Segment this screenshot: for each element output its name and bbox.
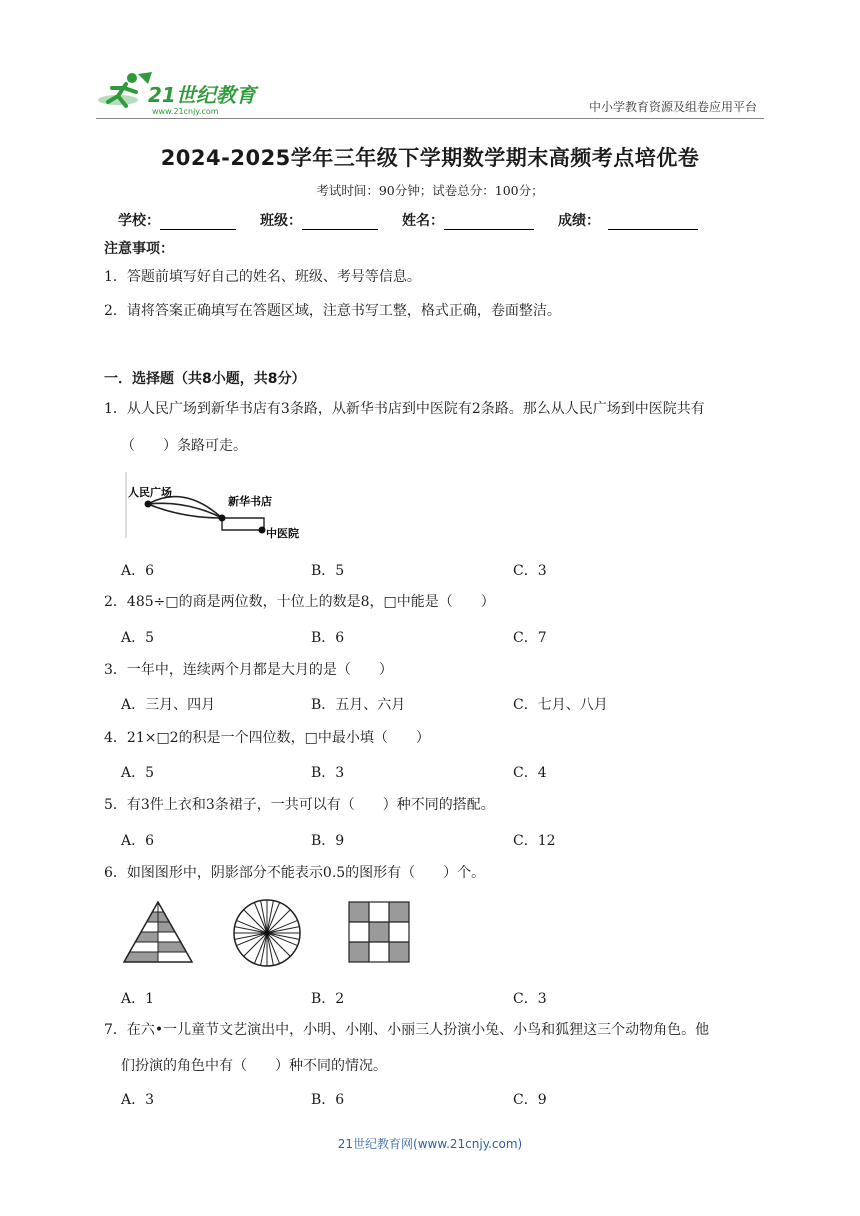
option-b[interactable]: B．9: [311, 833, 345, 849]
header-divider: [96, 118, 764, 119]
score-blank[interactable]: [608, 213, 698, 230]
option-b[interactable]: B．5: [311, 563, 345, 579]
logo: [96, 70, 266, 116]
triangle-figure: [122, 900, 194, 964]
option-a[interactable]: A．三月、四月: [121, 697, 216, 713]
name-blank[interactable]: [444, 213, 534, 230]
option-b[interactable]: B．五月、六月: [311, 697, 406, 713]
option-a[interactable]: A．1: [121, 991, 155, 1007]
notice-item: 1．答题前填写好自己的姓名、班级、考号等信息。: [104, 269, 421, 285]
student-info-row: [118, 210, 722, 230]
option-a[interactable]: A．6: [121, 833, 155, 849]
question-1-cont: （ ）条路可走。: [121, 438, 247, 454]
label-square: 人民广场: [128, 486, 172, 499]
option-c[interactable]: C．3: [513, 991, 547, 1007]
circle-figure: [232, 898, 302, 968]
logo-text: 21世纪教育: [148, 83, 256, 107]
question-7-cont: 们扮演的角色中有（ ）种不同的情况。: [121, 1058, 387, 1074]
school-label: 学校：: [118, 213, 160, 229]
option-a[interactable]: A．3: [121, 1092, 155, 1108]
name-label: 姓名：: [402, 213, 444, 229]
label-bookstore: 新华书店: [228, 495, 272, 508]
question-3: 3．一年中，连续两个月都是大月的是（ ）: [104, 662, 393, 678]
option-b[interactable]: B．2: [311, 991, 345, 1007]
question-7: 7．在六•一儿童节文艺演出中，小明、小刚、小丽三人扮演小兔、小鸟和狐狸这三个动物角色。他: [104, 1022, 710, 1038]
question-6: 6．如图图形中，阴影部分不能表示0.5的图形有（ ）个。: [104, 865, 486, 881]
option-b[interactable]: B．6: [311, 1092, 345, 1108]
question-4: 4．21×□2的积是一个四位数，□中最小填（ ）: [104, 730, 430, 746]
grid-figure: [347, 900, 411, 964]
option-a[interactable]: A．5: [121, 765, 155, 781]
option-c[interactable]: C．3: [513, 563, 547, 579]
exam-info: 考试时间：90分钟；试卷总分：100分；: [316, 183, 544, 198]
question-2: 2．485÷□的商是两位数，十位上的数是8，□中能是（ ）: [104, 594, 495, 610]
question-1: 1．从人民广场到新华书店有3条路，从新华书店到中医院有2条路。那么从人民广场到中医院共有: [104, 401, 705, 417]
option-b[interactable]: B．6: [311, 630, 345, 646]
page-title: 2024-2025学年三年级下学期数学期末高频考点培优卷: [160, 146, 700, 170]
score-label: 成绩：: [558, 213, 600, 229]
section-heading: 一．选择题（共8小题，共8分）: [104, 371, 306, 387]
option-c[interactable]: C．9: [513, 1092, 547, 1108]
notice-title: 注意事项：: [104, 241, 174, 257]
school-blank[interactable]: [160, 213, 236, 230]
option-c[interactable]: C．4: [513, 765, 547, 781]
option-c[interactable]: C．12: [513, 833, 556, 849]
option-c[interactable]: C．7: [513, 630, 547, 646]
notice-item: 2．请将答案正确填写在答题区域，注意书写工整，格式正确，卷面整洁。: [104, 303, 561, 319]
footer-link[interactable]: 21世纪教育网(www.21cnjy.com): [337, 1137, 523, 1151]
label-hospital: 中医院: [266, 527, 299, 540]
question-5: 5．有3件上衣和3条裙子，一共可以有（ ）种不同的搭配。: [104, 797, 495, 813]
class-blank[interactable]: [302, 213, 378, 230]
option-a[interactable]: A．6: [121, 563, 155, 579]
class-label: 班级：: [260, 213, 302, 229]
runner-icon: [98, 72, 152, 106]
platform-name: 中小学教育资源及组卷应用平台: [588, 100, 757, 114]
option-a[interactable]: A．5: [121, 630, 155, 646]
option-b[interactable]: B．3: [311, 765, 345, 781]
option-c[interactable]: C．七月、八月: [513, 697, 608, 713]
route-diagram: [124, 470, 314, 542]
logo-url: www.21cnjy.com: [152, 107, 219, 116]
